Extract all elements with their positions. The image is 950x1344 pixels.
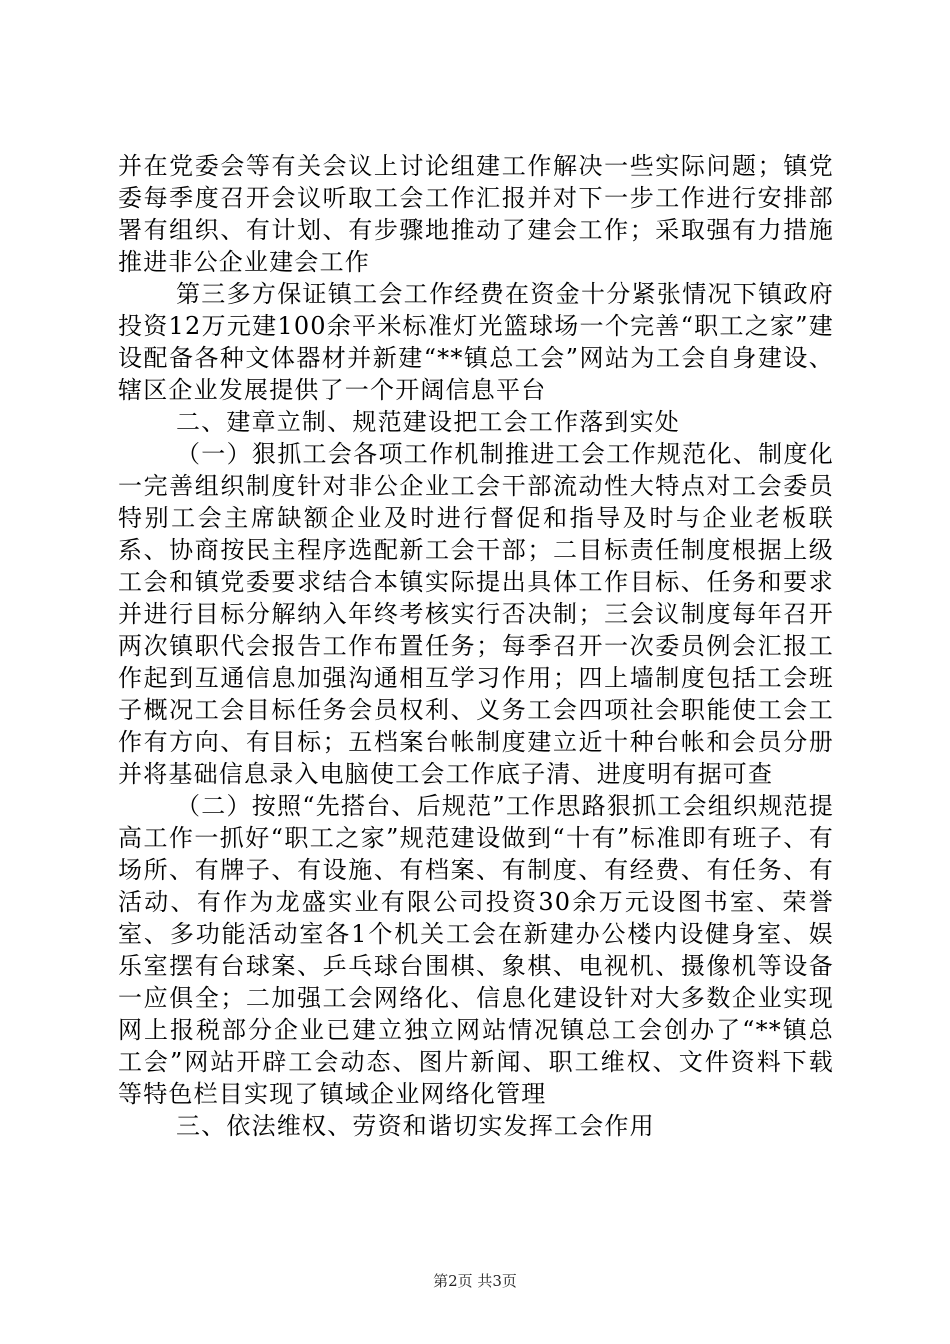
page-number: 第2页 共3页 [433, 1272, 517, 1290]
document-body [118, 150, 834, 1142]
page-footer [0, 1271, 950, 1291]
paragraph-subsection-2: （二）按照“先搭台、后规范”工作思路狠抓工会组织规范提高工作一抓好“职工之家”规范建设做到“十有”标准即有班子、有场所、有牌子、有设施、有档案、有制度、有经费、有任务、有活动、有作为龙盛实业有限公司投资30余万元设图书室、荣誉室、多功能活动室各1个机关工会在新建办公楼内设健身室、娱乐室摆有台球案、乒乓球台围棋、象棋、电视机、摄像机等设备一应俱全；二加强工会网络化、信息化建设针对大多数企业实现网上报税部分企业已建立独立网站情况镇总工会创办了“**镇总工会”网站开辟工会动态、图片新闻、职工维权、文件资料下载等特色栏目实现了镇域企业网络化管理 [118, 792, 834, 1108]
section-heading-2: 二、建章立制、规范建设把工会工作落到实处 [176, 408, 680, 436]
section-heading-3: 三、依法维权、劳资和谐切实发挥工会作用 [176, 1112, 655, 1140]
paragraph-continuation: 并在党委会等有关会议上讨论组建工作解决一些实际问题；镇党委每季度召开会议听取工会工作汇报并对下一步工作进行安排部署有组织、有计划、有步骤地推动了建会工作；采取强有力措施推进非公企业建会工作 [118, 152, 834, 276]
paragraph-subsection-1: （一）狠抓工会各项工作机制推进工会工作规范化、制度化一完善组织制度针对非公企业工会干部流动性大特点对工会委员特别工会主席缺额企业及时进行督促和指导及时与企业老板联系、协商按民主程序选配新工会干部；二目标责任制度根据上级工会和镇党委要求结合本镇实际提出具体工作目标、任务和要求并进行目标分解纳入年终考核实行否决制；三会议制度每年召开两次镇职代会报告工作布置任务；每季召开一次委员例会汇报工作起到互通信息加强沟通相互学习作用；四上墙制度包括工会班子概况工会目标任务会员权利、义务工会四项社会职能使工会工作有方向、有目标；五档案台帐制度建立近十种台帐和会员分册并将基础信息录入电脑使工会工作底子清、进度明有据可查 [118, 440, 834, 788]
paragraph-funding: 第三多方保证镇工会工作经费在资金十分紧张情况下镇政府投资12万元建100余平米标准灯光篮球场一个完善“职工之家”建设配备各种文体器材并新建“**镇总工会”网站为工会自身建设、辖区企业发展提供了一个开阔信息平台 [118, 280, 834, 404]
